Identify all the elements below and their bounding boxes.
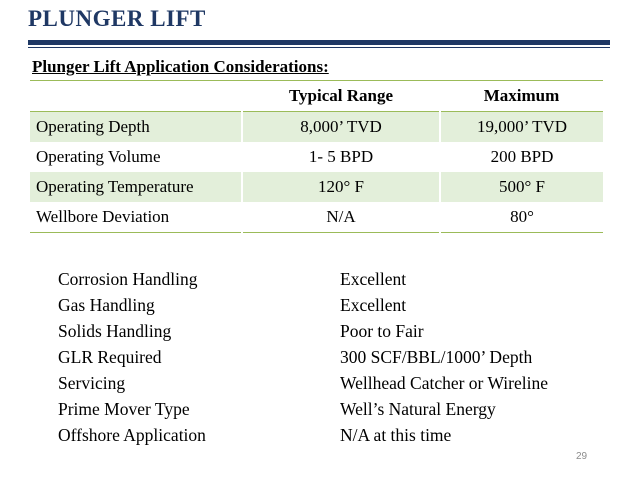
title-divider-thin	[28, 47, 610, 48]
header-parameter	[30, 81, 242, 112]
table-row	[30, 112, 603, 143]
title-divider	[28, 40, 610, 45]
row-parameter: Wellbore Deviation	[36, 207, 170, 226]
row-typical: 8,000’ TVD	[242, 112, 440, 143]
list-item	[58, 370, 618, 396]
table-row	[30, 172, 603, 202]
row-maximum: 200 BPD	[440, 142, 603, 172]
row-typical: 1- 5 BPD	[242, 142, 440, 172]
header-maximum: Maximum	[483, 86, 560, 105]
attribute-name: Prime Mover Type	[58, 399, 190, 419]
row-maximum: 500° F	[440, 172, 603, 202]
list-item	[58, 292, 618, 318]
attribute-value: N/A at this time	[340, 425, 452, 445]
row-parameter: Operating Temperature	[36, 177, 194, 196]
row-typical: N/A	[242, 202, 440, 233]
attribute-name: Corrosion Handling	[58, 269, 198, 289]
slide-subtitle: Plunger Lift Application Considerations:	[32, 57, 329, 76]
attribute-value: Poor to Fair	[340, 321, 424, 341]
list-item	[58, 422, 618, 448]
attribute-value: Well’s Natural Energy	[340, 399, 496, 419]
row-maximum: 80°	[440, 202, 603, 233]
application-considerations-table	[30, 80, 603, 233]
list-item	[58, 318, 618, 344]
attribute-value: Excellent	[340, 269, 407, 289]
attribute-name: Gas Handling	[58, 295, 155, 315]
attribute-value: Excellent	[340, 295, 407, 315]
attribute-name: Offshore Application	[58, 425, 206, 445]
list-item	[58, 266, 618, 292]
attribute-name: Solids Handling	[58, 321, 172, 341]
table-header-row	[30, 81, 603, 112]
row-parameter: Operating Depth	[36, 117, 150, 136]
row-parameter: Operating Volume	[36, 147, 161, 166]
attribute-name: Servicing	[58, 373, 126, 393]
list-item	[58, 344, 618, 370]
attribute-list	[58, 266, 618, 448]
header-typical-range: Typical Range	[288, 86, 394, 105]
table-row	[30, 142, 603, 172]
row-typical: 120° F	[242, 172, 440, 202]
attribute-value: Wellhead Catcher or Wireline	[340, 373, 548, 393]
attribute-value: 300 SCF/BBL/1000’ Depth	[340, 347, 533, 367]
page-number: 29	[576, 451, 588, 462]
table-row	[30, 202, 603, 233]
attribute-name: GLR Required	[58, 347, 162, 367]
list-item	[58, 396, 618, 422]
slide-title: PLUNGER LIFT	[28, 6, 206, 31]
row-maximum: 19,000’ TVD	[440, 112, 603, 143]
